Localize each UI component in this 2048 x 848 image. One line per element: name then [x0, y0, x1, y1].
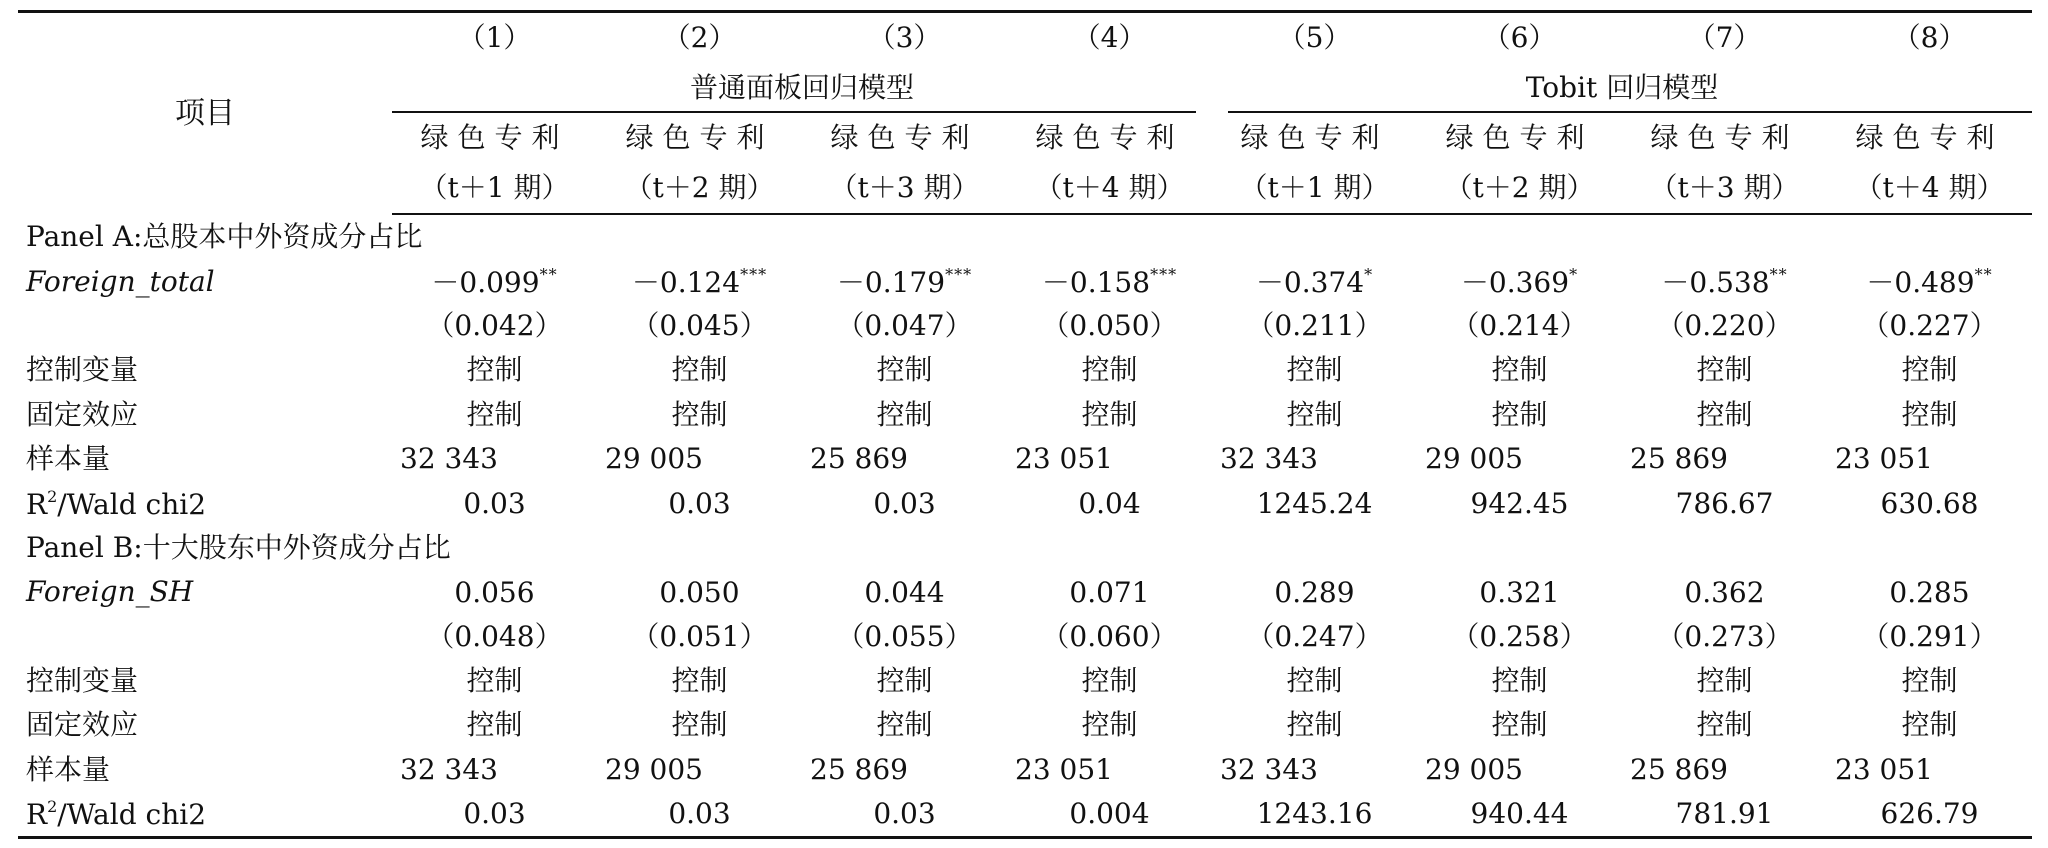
label-empty — [18, 615, 392, 659]
fixed-effects-label: 固定效应 — [26, 708, 139, 742]
control-variables-label: 控制变量 — [26, 353, 139, 387]
control-value: 控制 — [1081, 353, 1138, 387]
panel-title-row — [18, 214, 2032, 259]
variable-name: Foreign_total — [26, 264, 215, 298]
significance-stars: ** — [1769, 264, 1788, 284]
coefficient-cell — [802, 570, 1007, 614]
coefficient-cell — [1622, 570, 1827, 614]
col-number: （4） — [1007, 12, 1212, 64]
standard-error: （0.048） — [426, 619, 563, 653]
coefficient-value: 0.056 — [454, 576, 535, 610]
control-value: 控制 — [671, 353, 728, 387]
r2-wald-value: 940.44 — [1417, 792, 1622, 838]
coefficient-value: －0.124 — [631, 265, 741, 299]
coefficient-value: 0.050 — [659, 576, 740, 610]
sample-size-value: 25 869 — [1630, 442, 1728, 476]
fixed-effects-value: 控制 — [1901, 708, 1958, 742]
coefficient-cell — [802, 259, 1007, 303]
coefficient-cell — [1827, 259, 2032, 303]
control-value: 控制 — [1286, 353, 1343, 387]
coefficient-cell — [1212, 570, 1417, 614]
r2-label-base: R — [26, 487, 48, 521]
item-header: 项目 — [18, 12, 392, 215]
control-value: 控制 — [1696, 664, 1753, 698]
standard-error: （0.060） — [1041, 619, 1178, 653]
r2-wald-value: 0.03 — [392, 792, 597, 838]
coefficient-cell — [1417, 570, 1622, 614]
standard-error: （0.055） — [836, 619, 973, 653]
coefficient-cell — [392, 259, 597, 303]
r2-wald-value: 0.03 — [463, 486, 526, 520]
dep-var-label: 绿色专利 — [1445, 121, 1594, 154]
r2-label-superscript: 2 — [47, 797, 58, 817]
fixed-effects-value: 控制 — [1286, 397, 1343, 431]
coefficient-value: 0.285 — [1889, 576, 1970, 610]
fixed-effects-value: 控制 — [1696, 708, 1753, 742]
period-label: （t＋2 期） — [1417, 163, 1622, 214]
group-header-tobit: Tobit 回归模型 — [1212, 63, 2032, 113]
period-label: （t＋1 期） — [1212, 163, 1417, 214]
sample-size-value: 25 869 — [810, 752, 908, 786]
r2-wald-label — [18, 792, 392, 838]
col-number: （2） — [597, 12, 802, 64]
control-value: 控制 — [876, 353, 933, 387]
sample-size-value: 25 869 — [810, 442, 908, 476]
significance-stars: *** — [1150, 264, 1178, 284]
coefficient-cell — [1622, 259, 1827, 303]
coefficient-cell — [1007, 570, 1212, 614]
group-header-panel-ols: 普通面板回归模型 — [392, 63, 1212, 113]
col-number: （5） — [1212, 12, 1417, 64]
fixed-effects-value: 控制 — [1696, 397, 1753, 431]
significance-stars: *** — [740, 264, 768, 284]
standard-error: （0.051） — [631, 619, 768, 653]
r2-wald-row — [18, 792, 2032, 838]
panel-title: Panel A:总股本中外资成分占比 — [26, 220, 423, 254]
standard-error: （0.291） — [1861, 619, 1998, 653]
coefficient-cell — [1827, 570, 2032, 614]
control-variables-row — [18, 659, 2032, 703]
control-value: 控制 — [1901, 664, 1958, 698]
r2-wald-value: 0.03 — [873, 486, 936, 520]
control-value: 控制 — [1081, 664, 1138, 698]
r2-label-superscript: 2 — [47, 486, 58, 506]
standard-error: （0.247） — [1246, 619, 1383, 653]
dep-var-label: 绿色专利 — [625, 121, 774, 154]
standard-error: （0.047） — [836, 308, 973, 342]
coefficient-value: 0.289 — [1274, 576, 1355, 610]
standard-error-row — [18, 304, 2032, 348]
r2-label-base: R — [26, 798, 48, 832]
r2-wald-value: 781.91 — [1622, 792, 1827, 838]
fixed-effects-value: 控制 — [876, 397, 933, 431]
control-value: 控制 — [1286, 664, 1343, 698]
r2-wald-label — [18, 481, 392, 525]
standard-error: （0.042） — [426, 308, 563, 342]
significance-stars: ** — [1974, 264, 1993, 284]
sample-size-label: 样本量 — [26, 752, 111, 786]
r2-wald-value: 1245.24 — [1256, 486, 1373, 520]
r2-wald-value: 0.03 — [802, 792, 1007, 838]
fixed-effects-value: 控制 — [1901, 397, 1958, 431]
fixed-effects-value: 控制 — [1286, 708, 1343, 742]
r2-wald-value: 1243.16 — [1212, 792, 1417, 838]
r2-label-suffix: /Wald chi2 — [57, 798, 207, 832]
panel-title: Panel B:十大股东中外资成分占比 — [26, 530, 451, 564]
r2-wald-value: 0.03 — [597, 792, 802, 838]
control-value: 控制 — [1491, 664, 1548, 698]
standard-error: （0.220） — [1656, 308, 1793, 342]
fixed-effects-value: 控制 — [466, 708, 523, 742]
sample-size-row — [18, 437, 2032, 481]
coefficient-cell — [597, 259, 802, 303]
coefficient-value: －0.099 — [431, 265, 540, 299]
sample-size-label: 样本量 — [26, 442, 111, 476]
control-value: 控制 — [876, 664, 933, 698]
coefficient-value: －0.179 — [836, 265, 946, 299]
panel-title-row — [18, 526, 2032, 570]
r2-wald-value: 0.004 — [1007, 792, 1212, 838]
coefficient-cell — [1007, 259, 1212, 303]
fixed-effects-value: 控制 — [1081, 397, 1138, 431]
standard-error: （0.258） — [1451, 619, 1588, 653]
coefficient-value: －0.374 — [1255, 265, 1365, 299]
sample-size-value: 25 869 — [1630, 752, 1728, 786]
sample-size-value: 32 343 — [400, 442, 498, 476]
significance-stars: *** — [945, 264, 973, 284]
significance-stars: ** — [539, 264, 558, 284]
coefficient-cell — [597, 570, 802, 614]
dep-var-label: 绿色专利 — [1240, 121, 1389, 154]
col-number: （7） — [1622, 12, 1827, 64]
standard-error: （0.045） — [631, 308, 768, 342]
r2-wald-value: 0.03 — [668, 486, 731, 520]
coefficient-value: 0.321 — [1479, 576, 1560, 610]
sample-size-value: 29 005 — [605, 442, 703, 476]
fixed-effects-value: 控制 — [1081, 708, 1138, 742]
period-label: （t＋3 期） — [802, 163, 1007, 214]
standard-error-row — [18, 615, 2032, 659]
fixed-effects-row — [18, 393, 2032, 437]
dep-var-label: 绿色专利 — [1650, 121, 1799, 154]
sample-size-value: 23 051 — [1015, 442, 1113, 476]
control-variables-label: 控制变量 — [26, 664, 139, 698]
r2-label-suffix: /Wald chi2 — [57, 487, 207, 521]
coefficient-row — [18, 570, 2032, 614]
r2-wald-value: 942.45 — [1470, 486, 1569, 520]
col-number: （3） — [802, 12, 1007, 64]
standard-error: （0.050） — [1041, 308, 1178, 342]
sample-size-value: 32 343 — [400, 752, 498, 786]
regression-table — [18, 10, 2032, 839]
sample-size-value: 23 051 — [1835, 442, 1933, 476]
period-label: （t＋4 期） — [1827, 163, 2032, 214]
standard-error: （0.211） — [1246, 308, 1383, 342]
coefficient-value: －0.158 — [1041, 265, 1151, 299]
r2-wald-value: 630.68 — [1880, 486, 1979, 520]
variable-name: Foreign_SH — [26, 575, 194, 609]
coefficient-value: 0.044 — [864, 576, 945, 610]
standard-error: （0.273） — [1656, 619, 1793, 653]
sample-size-value: 29 005 — [1425, 442, 1523, 476]
coefficient-row — [18, 259, 2032, 303]
significance-stars: * — [1364, 264, 1374, 284]
control-value: 控制 — [1901, 353, 1958, 387]
fixed-effects-value: 控制 — [876, 708, 933, 742]
coefficient-value: －0.489 — [1866, 265, 1975, 299]
control-value: 控制 — [1696, 353, 1753, 387]
sample-size-value: 29 005 — [1425, 752, 1523, 786]
col-number: （1） — [392, 12, 597, 64]
coefficient-value: －0.369 — [1460, 265, 1570, 299]
dep-var-label: 绿色专利 — [420, 121, 569, 154]
sample-size-value: 32 343 — [1220, 442, 1318, 476]
coefficient-cell — [1417, 259, 1622, 303]
r2-wald-value: 786.67 — [1675, 486, 1774, 520]
significance-stars: * — [1569, 264, 1579, 284]
period-label: （t＋4 期） — [1007, 163, 1212, 214]
fixed-effects-value: 控制 — [671, 708, 728, 742]
standard-error: （0.214） — [1451, 308, 1588, 342]
period-label: （t＋2 期） — [597, 163, 802, 214]
dep-var-label: 绿色专利 — [1855, 121, 2004, 154]
coefficient-value: －0.538 — [1661, 265, 1770, 299]
sample-size-value: 29 005 — [605, 752, 703, 786]
sample-size-row — [18, 748, 2032, 792]
coefficient-value: 0.362 — [1684, 576, 1765, 610]
control-variables-row — [18, 348, 2032, 392]
label-empty — [18, 304, 392, 348]
r2-wald-value: 626.79 — [1827, 792, 2032, 838]
r2-wald-value: 0.04 — [1078, 486, 1141, 520]
control-value: 控制 — [671, 664, 728, 698]
dep-var-label: 绿色专利 — [1035, 121, 1184, 154]
period-label: （t＋1 期） — [392, 163, 597, 214]
fixed-effects-row — [18, 703, 2032, 747]
standard-error: （0.227） — [1861, 308, 1998, 342]
sample-size-value: 32 343 — [1220, 752, 1318, 786]
header-row-column-numbers — [18, 12, 2032, 64]
fixed-effects-label: 固定效应 — [26, 397, 139, 431]
fixed-effects-value: 控制 — [671, 397, 728, 431]
r2-wald-row — [18, 481, 2032, 525]
control-value: 控制 — [466, 353, 523, 387]
control-value: 控制 — [1491, 353, 1548, 387]
period-label: （t＋3 期） — [1622, 163, 1827, 214]
sample-size-value: 23 051 — [1015, 752, 1113, 786]
fixed-effects-value: 控制 — [1491, 708, 1548, 742]
control-value: 控制 — [466, 664, 523, 698]
col-number: （6） — [1417, 12, 1622, 64]
coefficient-cell — [1212, 259, 1417, 303]
sample-size-value: 23 051 — [1835, 752, 1933, 786]
fixed-effects-value: 控制 — [466, 397, 523, 431]
col-number: （8） — [1827, 12, 2032, 64]
coefficient-cell — [392, 570, 597, 614]
dep-var-label: 绿色专利 — [830, 121, 979, 154]
coefficient-value: 0.071 — [1069, 576, 1150, 610]
fixed-effects-value: 控制 — [1491, 397, 1548, 431]
